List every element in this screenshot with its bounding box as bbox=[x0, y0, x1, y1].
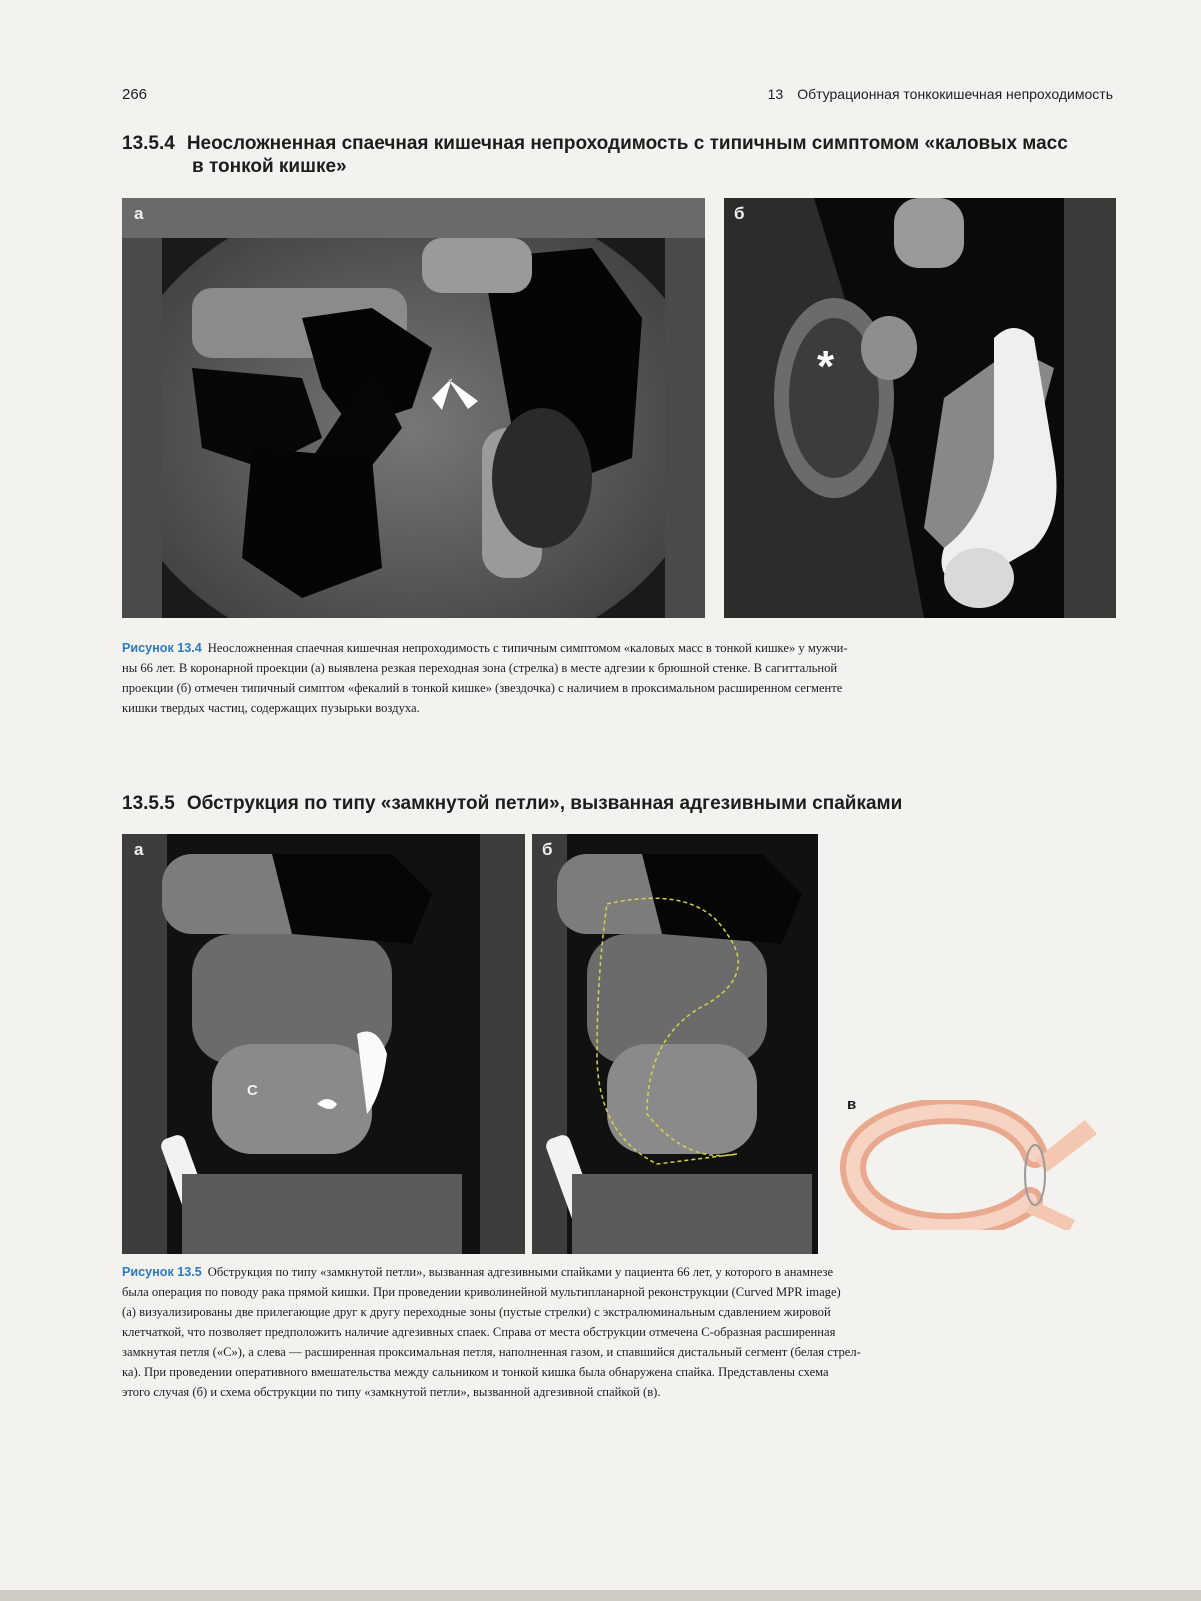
figure-13-4-panel-b bbox=[724, 198, 1116, 618]
caption-line: этого случая (б) и схема обструкции по типу «замкнутой петли», вызванной адгезивной спайкой (в). bbox=[122, 1385, 661, 1399]
chapter-title: Обтурационная тонкокишечная непроходимость bbox=[797, 86, 1113, 102]
section-heading-13-5-5 bbox=[122, 792, 902, 815]
ct-coronal-image bbox=[122, 198, 705, 618]
section-title: Обструкция по типу «замкнутой петли», вызванная адгезивными спайками bbox=[186, 793, 903, 814]
panel-label-a: а bbox=[134, 204, 144, 223]
figure-label: Рисунок 13.5 bbox=[122, 1265, 202, 1279]
ct-curved-mpr-image bbox=[122, 834, 525, 1254]
figure-label: Рисунок 13.4 bbox=[122, 641, 202, 655]
figure-13-4-panel-a bbox=[122, 198, 705, 618]
chapter-number: 13 bbox=[767, 86, 784, 102]
panel-label-a: а bbox=[134, 840, 144, 859]
asterisk-marker: * bbox=[817, 342, 835, 391]
section-heading-13-5-4 bbox=[122, 132, 1068, 178]
page-bottom-edge bbox=[0, 1590, 1201, 1601]
page-number: 266 bbox=[122, 86, 148, 103]
section-title-line2: в тонкой кишке» bbox=[192, 156, 347, 177]
panel-label-b: б bbox=[734, 204, 745, 223]
caption-line: ны 66 лет. В коронарной проекции (а) выявлена резкая переходная зона (стрелка) в месте адгезии к брюшной стенке. В сагиттальной bbox=[122, 661, 838, 675]
caption-line: Обструкция по типу «замкнутой петли», вызванная адгезивными спайками у пациента 66 лет, у которого в анамнезе bbox=[207, 1265, 834, 1279]
ct-sagittal-image bbox=[724, 198, 1116, 618]
closed-loop-diagram bbox=[835, 1100, 1115, 1230]
ct-annotated-image bbox=[532, 834, 818, 1254]
panel-label-b: б bbox=[542, 840, 553, 859]
caption-line: Неосложненная спаечная кишечная непроходимость с типичным симптомом «каловых масс в тонкой кишке» у мужчи- bbox=[207, 641, 848, 655]
figure-13-5-panel-c bbox=[835, 1090, 1125, 1230]
caption-line: (а) визуализированы две прилегающие друг к другу переходные зоны (пустые стрелки) с экстралюминальным сдавлением жировой bbox=[122, 1305, 831, 1319]
caption-line: ка). При проведении оперативного вмешательства между сальником и тонкой кишка была обнаружена спайка. Представлены схема bbox=[122, 1365, 829, 1379]
caption-line: клетчаткой, что позволяет предположить наличие адгезивных спаек. Справа от места обструкции отмечена С-образная расширенная bbox=[122, 1325, 836, 1339]
running-head bbox=[768, 86, 1113, 102]
loop-label-c: C bbox=[247, 1082, 258, 1099]
caption-line: замкнутая петля («С»), а слева — расширенная проксимальная петля, наполненная газом, и спавшийся дистальный сегмент (белая стрел- bbox=[122, 1345, 861, 1359]
caption-line: кишки твердых частиц, содержащих пузырьки воздуха. bbox=[122, 701, 420, 715]
figure-13-4-caption bbox=[122, 638, 1118, 718]
figure-13-5-caption bbox=[122, 1262, 1118, 1402]
section-title-line1: Неосложненная спаечная кишечная непроходимость с типичным симптомом «каловых масс bbox=[186, 133, 1068, 154]
panel-label-c: в bbox=[847, 1096, 857, 1113]
caption-line: была операция по поводу рака прямой кишки. При проведении криволинейной мультипланарной реконструкции (Curved MPR image) bbox=[122, 1285, 841, 1299]
figure-13-5-panel-a bbox=[122, 834, 525, 1254]
section-number: 13.5.5 bbox=[122, 793, 175, 814]
caption-line: проекции (б) отмечен типичный симптом «фекалий в тонкой кишке» (звездочка) с наличием в проксимальном расширенном сегменте bbox=[122, 681, 843, 695]
figure-13-5-panel-b bbox=[532, 834, 818, 1254]
section-number: 13.5.4 bbox=[122, 133, 175, 154]
